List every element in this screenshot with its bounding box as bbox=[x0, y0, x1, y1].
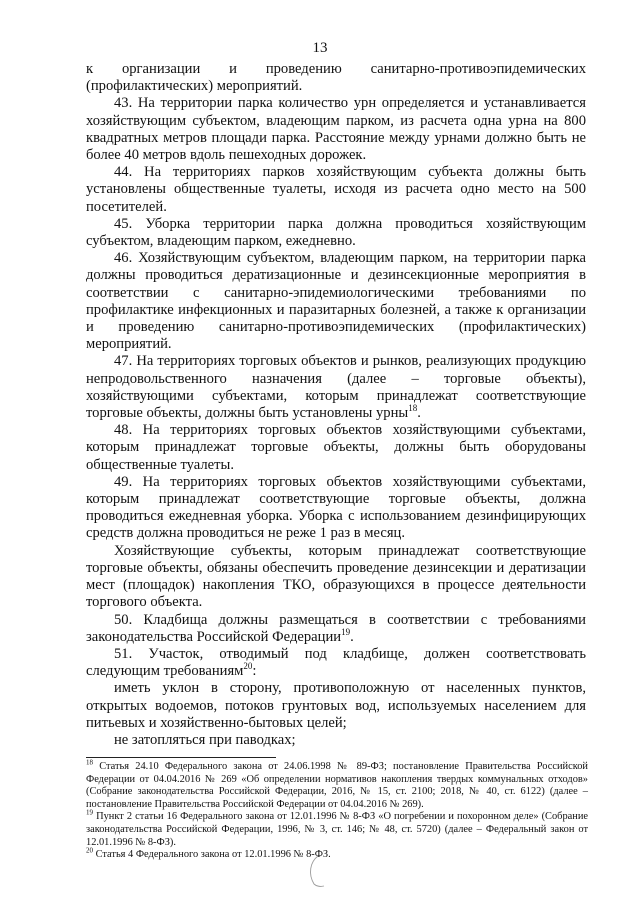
footnote-ref-20: 20 bbox=[243, 661, 253, 672]
paragraph-51-item-1: иметь уклон в сторону, противоположную от населенных пунктов, открытых водоемов, потоков грунтовых вод, используемых населением для питьевых и хозяйственно-бытовых целей; bbox=[86, 680, 586, 731]
paragraph-continuation: к организации и проведению санитарно-противоэпидемических (профилактических) мероприятий. bbox=[86, 61, 586, 95]
footnote-18: $^{18}$ Статья 24.10 Федерального закона от 24.06.1998 № 89-ФЗ; постановление Правительства Российской Федерации от 04.04.2016 № 269 «Об определении нормативов накопления твердых коммунальных отходов» (Собрание законодательства Российской Федерации, 2016, № 15, ст. 2100; 2018, № 40, ст. 6122) (далее – постановление Правительства Российской Федерации от 04.04.2016 № 269). bbox=[86, 758, 588, 810]
footnote-ref-18: 18 bbox=[408, 403, 418, 414]
paragraph-47: 47. На территориях торговых объектов и рынков, реализующих продукцию непродовольственного назначения (далее – торговые объекты), хозяйствующими субъектами, которым принадлежат соответствующие торговые объекты, должны быть установлены урны$^{18}$. bbox=[86, 353, 586, 422]
paragraph-49-continued: Хозяйствующие субъекты, которым принадлежат соответствующие торговые объекты, обязаны обеспечить проведение дезинсекции и дератизации мест (площадок) накопления ТКО, образующихся в процессе деятельности торгового объекта. bbox=[86, 542, 586, 611]
paragraph-51-item-2: не затопляться при паводках; bbox=[114, 731, 296, 748]
paragraph-46: 46. Хозяйствующим субъектом, владеющим парком, на территории парка должны проводиться дератизационные и дезинсекционные мероприятия в соответствии с санитарно-эпидемиологическими требованиями по профилактике инфекционных и паразитарных болезней, а также к организации и проведению санитарно-противоэпидемических (профилактических) мероприятий. bbox=[86, 250, 586, 353]
scan-mark-icon bbox=[300, 854, 330, 888]
page-number: 13 bbox=[312, 40, 328, 56]
document-body bbox=[86, 61, 586, 749]
footnotes bbox=[86, 758, 588, 862]
paragraph-43: 43. На территории парка количество урн определяется и устанавливается хозяйствующим субъектом, владеющим парком, из расчета одна урна на 800 квадратных метров площади парка. Расстояние между урнами должно быть не более 40 метров вдоль пешеходных дорожек. bbox=[86, 95, 586, 164]
footnote-19: $^{19}$ Пункт 2 статьи 16 Федерального закона от 12.01.1996 № 8-ФЗ «О погребении и похоронном деле» (Собрание законодательства Российской Федерации, 1996, № 3, ст. 146; № 48, ст. 5720) (далее – Федеральный закон от 12.01.1996 № 8-ФЗ). bbox=[86, 808, 588, 848]
paragraph-44: 44. На территориях парков хозяйствующим субъекта должны быть установлены общественные туалеты, исходя из расчета одно место на 500 посетителей. bbox=[86, 164, 586, 215]
paragraph-51: 51. Участок, отводимый под кладбище, должен соответствовать следующим требованиям$^{20}$: bbox=[86, 645, 586, 680]
paragraph-48: 48. На территориях торговых объектов хозяйствующими субъектами, которым принадлежат торговые объекты, должны быть оборудованы общественные туалеты. bbox=[86, 422, 586, 473]
paragraph-50: 50. Кладбища должны размещаться в соответствии с требованиями законодательства Российской Федерации$^{19}$. bbox=[86, 611, 586, 645]
footnote-ref-19: 19 bbox=[341, 626, 351, 637]
paragraph-49: 49. На территориях торговых объектов хозяйствующими субъектами, которым принадлежат соответствующие торговые объекты, должна проводиться ежедневная уборка. Уборка с использованием дезинфицирующих средств должна проводиться не реже 1 раз в месяц. bbox=[86, 473, 586, 542]
footnote-divider bbox=[86, 757, 276, 758]
footnote-20: $^{20}$ Статья 4 Федерального закона от 12.01.1996 № 8-ФЗ. bbox=[86, 846, 331, 861]
paragraph-45: 45. Уборка территории парка должна проводиться хозяйствующим субъектом, владеющим парком, ежедневно. bbox=[86, 215, 586, 250]
